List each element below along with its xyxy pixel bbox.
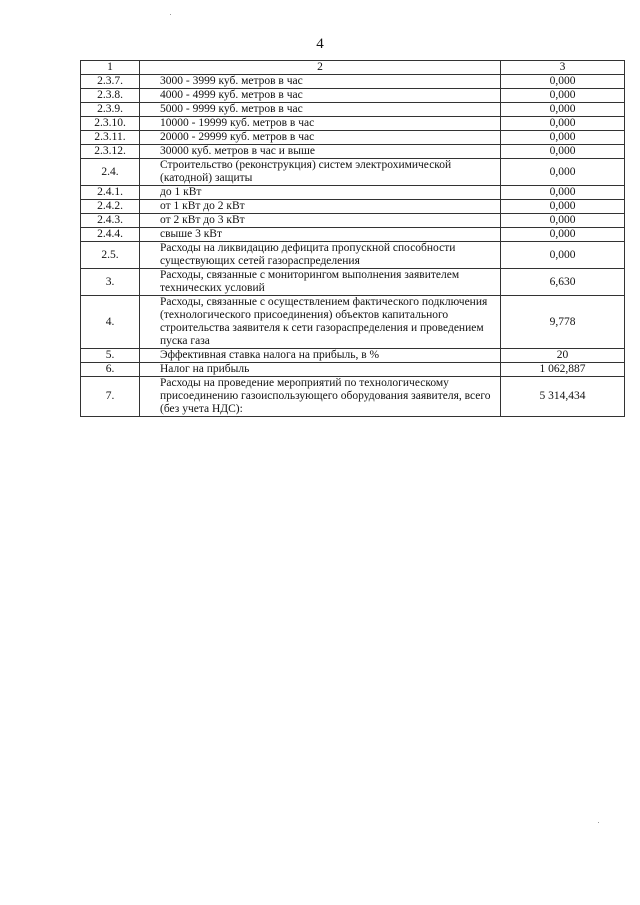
scan-speck bbox=[598, 822, 599, 823]
row-value: 0,000 bbox=[501, 131, 625, 145]
row-value: 0,000 bbox=[501, 200, 625, 214]
row-number: 2.3.10. bbox=[81, 117, 140, 131]
row-description: Налог на прибыль bbox=[140, 363, 501, 377]
table-row bbox=[81, 242, 625, 269]
table-row bbox=[81, 269, 625, 296]
row-description: 3000 - 3999 куб. метров в час bbox=[140, 75, 501, 89]
table-row bbox=[81, 186, 625, 200]
row-description: Строительство (реконструкция) систем электрохимической (катодной) защиты bbox=[140, 159, 501, 186]
row-number: 5. bbox=[81, 349, 140, 363]
row-description: 30000 куб. метров в час и выше bbox=[140, 145, 501, 159]
row-description: свыше 3 кВт bbox=[140, 228, 501, 242]
row-number: 2.4.2. bbox=[81, 200, 140, 214]
row-value: 0,000 bbox=[501, 228, 625, 242]
table-row bbox=[81, 296, 625, 349]
table-row bbox=[81, 363, 625, 377]
row-value: 0,000 bbox=[501, 214, 625, 228]
row-number: 2.4. bbox=[81, 159, 140, 186]
row-number: 4. bbox=[81, 296, 140, 349]
row-number: 2.4.4. bbox=[81, 228, 140, 242]
row-number: 2.5. bbox=[81, 242, 140, 269]
row-number: 7. bbox=[81, 377, 140, 417]
row-value: 0,000 bbox=[501, 75, 625, 89]
row-value: 0,000 bbox=[501, 186, 625, 200]
table-row bbox=[81, 75, 625, 89]
row-description: от 2 кВт до 3 кВт bbox=[140, 214, 501, 228]
table-row bbox=[81, 214, 625, 228]
row-description: от 1 кВт до 2 кВт bbox=[140, 200, 501, 214]
table-row bbox=[81, 228, 625, 242]
row-number: 2.4.3. bbox=[81, 214, 140, 228]
row-number: 2.3.12. bbox=[81, 145, 140, 159]
table-row bbox=[81, 89, 625, 103]
row-value: 0,000 bbox=[501, 159, 625, 186]
row-value: 0,000 bbox=[501, 242, 625, 269]
row-value: 0,000 bbox=[501, 117, 625, 131]
row-number: 6. bbox=[81, 363, 140, 377]
table-header-row bbox=[81, 61, 625, 75]
row-description: 20000 - 29999 куб. метров в час bbox=[140, 131, 501, 145]
row-number: 2.3.11. bbox=[81, 131, 140, 145]
row-number: 2.3.9. bbox=[81, 103, 140, 117]
page-number: 4 bbox=[316, 36, 324, 52]
row-description: 5000 - 9999 куб. метров в час bbox=[140, 103, 501, 117]
table-row bbox=[81, 200, 625, 214]
row-value: 5 314,434 bbox=[501, 377, 625, 417]
scan-speck bbox=[170, 14, 171, 15]
row-value: 0,000 bbox=[501, 103, 625, 117]
row-value: 20 bbox=[501, 349, 625, 363]
row-number: 2.3.7. bbox=[81, 75, 140, 89]
table-row bbox=[81, 145, 625, 159]
row-description: 10000 - 19999 куб. метров в час bbox=[140, 117, 501, 131]
row-description: до 1 кВт bbox=[140, 186, 501, 200]
row-description: Эффективная ставка налога на прибыль, в % bbox=[140, 349, 501, 363]
table-row bbox=[81, 349, 625, 363]
column-header-1: 1 bbox=[81, 61, 140, 75]
row-value: 6,630 bbox=[501, 269, 625, 296]
row-value: 1 062,887 bbox=[501, 363, 625, 377]
row-description: Расходы, связанные с осуществлением фактического подключения (технологического присоединения) объектов капитального строительства заявителя к сети газораспределения и проведением пуска газа bbox=[140, 296, 501, 349]
row-value: 9,778 bbox=[501, 296, 625, 349]
row-number: 3. bbox=[81, 269, 140, 296]
cost-table bbox=[80, 60, 625, 417]
table-row bbox=[81, 377, 625, 417]
row-description: Расходы на проведение мероприятий по технологическому присоединению газоиспользующего оборудования заявителя, всего (без учета НДС): bbox=[140, 377, 501, 417]
table-row bbox=[81, 103, 625, 117]
row-description: 4000 - 4999 куб. метров в час bbox=[140, 89, 501, 103]
table-row bbox=[81, 117, 625, 131]
table-row bbox=[81, 131, 625, 145]
row-number: 2.3.8. bbox=[81, 89, 140, 103]
column-header-3: 3 bbox=[501, 61, 625, 75]
row-value: 0,000 bbox=[501, 145, 625, 159]
column-header-2: 2 bbox=[140, 61, 501, 75]
row-description: Расходы на ликвидацию дефицита пропускной способности существующих сетей газораспределения bbox=[140, 242, 501, 269]
row-number: 2.4.1. bbox=[81, 186, 140, 200]
row-description: Расходы, связанные с мониторингом выполнения заявителем технических условий bbox=[140, 269, 501, 296]
table-row bbox=[81, 159, 625, 186]
row-value: 0,000 bbox=[501, 89, 625, 103]
